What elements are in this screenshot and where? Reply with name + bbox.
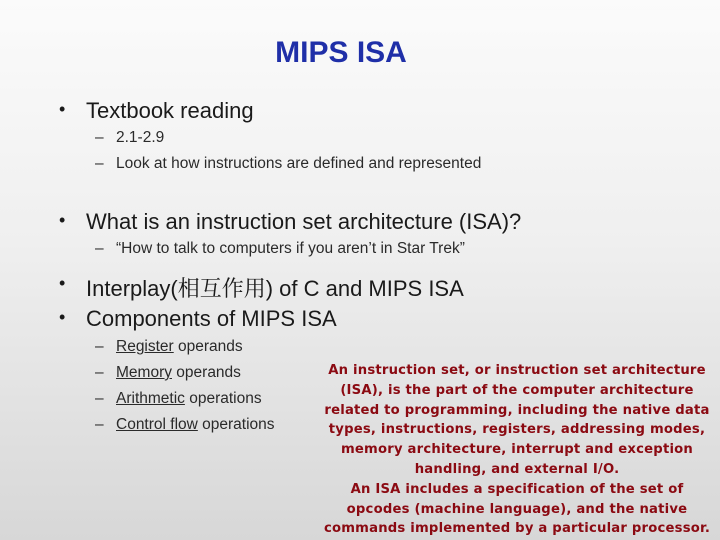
control-flow-link[interactable]: Control flow	[116, 416, 198, 433]
dash-marker: –	[95, 390, 104, 407]
memory-link[interactable]: Memory	[116, 364, 172, 381]
dash-marker: –	[95, 129, 104, 146]
bullet-marker: •	[59, 210, 66, 230]
bullet-text: Components of MIPS ISA	[86, 306, 337, 331]
note-line: memory architecture, interrupt and exception	[340, 442, 694, 458]
arithmetic-link[interactable]: Arithmetic	[116, 390, 185, 407]
sub-item-text: Look at how instructions are defined and represented	[116, 155, 482, 172]
dash-marker: –	[95, 155, 104, 172]
note-line: commands implemented by a particular processor.	[323, 521, 711, 537]
register-link[interactable]: Register	[116, 338, 174, 355]
sub-item-rest: operations	[184, 390, 262, 407]
note-line: An ISA includes a specification of the set of	[350, 481, 684, 497]
dash-marker: –	[95, 416, 104, 433]
bullet-marker: •	[59, 99, 66, 119]
note-line: types, instructions, registers, addressing modes,	[328, 422, 706, 438]
dash-marker: –	[95, 240, 104, 257]
sub-item-text: 2.1-2.9	[116, 129, 165, 146]
dash-marker: –	[95, 364, 104, 381]
bullet-text: Textbook reading	[86, 98, 254, 123]
sub-item-text: “How to talk to computers if you aren’t in Star Trek”	[116, 240, 465, 257]
sub-item-rest: operations	[197, 416, 275, 433]
isa-definition-note	[316, 361, 718, 539]
sub-item-rest: operands	[171, 364, 241, 381]
note-line: related to programming, including the native data	[324, 402, 710, 418]
note-line: An instruction set, or instruction set architecture	[328, 363, 706, 378]
note-line: handling, and external I/O.	[414, 461, 620, 477]
bullet-text: Interplay(相互作用) of C and MIPS ISA	[86, 276, 464, 301]
sub-item-rest: operands	[173, 338, 243, 355]
slide-title: MIPS ISA	[275, 36, 407, 69]
bullet-marker: •	[59, 273, 66, 293]
note-line: opcodes (machine language), and the native	[346, 501, 688, 517]
bullet-text: What is an instruction set architecture (ISA)?	[86, 209, 522, 234]
note-line: (ISA), is the part of the computer architecture	[340, 382, 694, 398]
dash-marker: –	[95, 338, 104, 355]
bullet-marker: •	[59, 307, 66, 327]
